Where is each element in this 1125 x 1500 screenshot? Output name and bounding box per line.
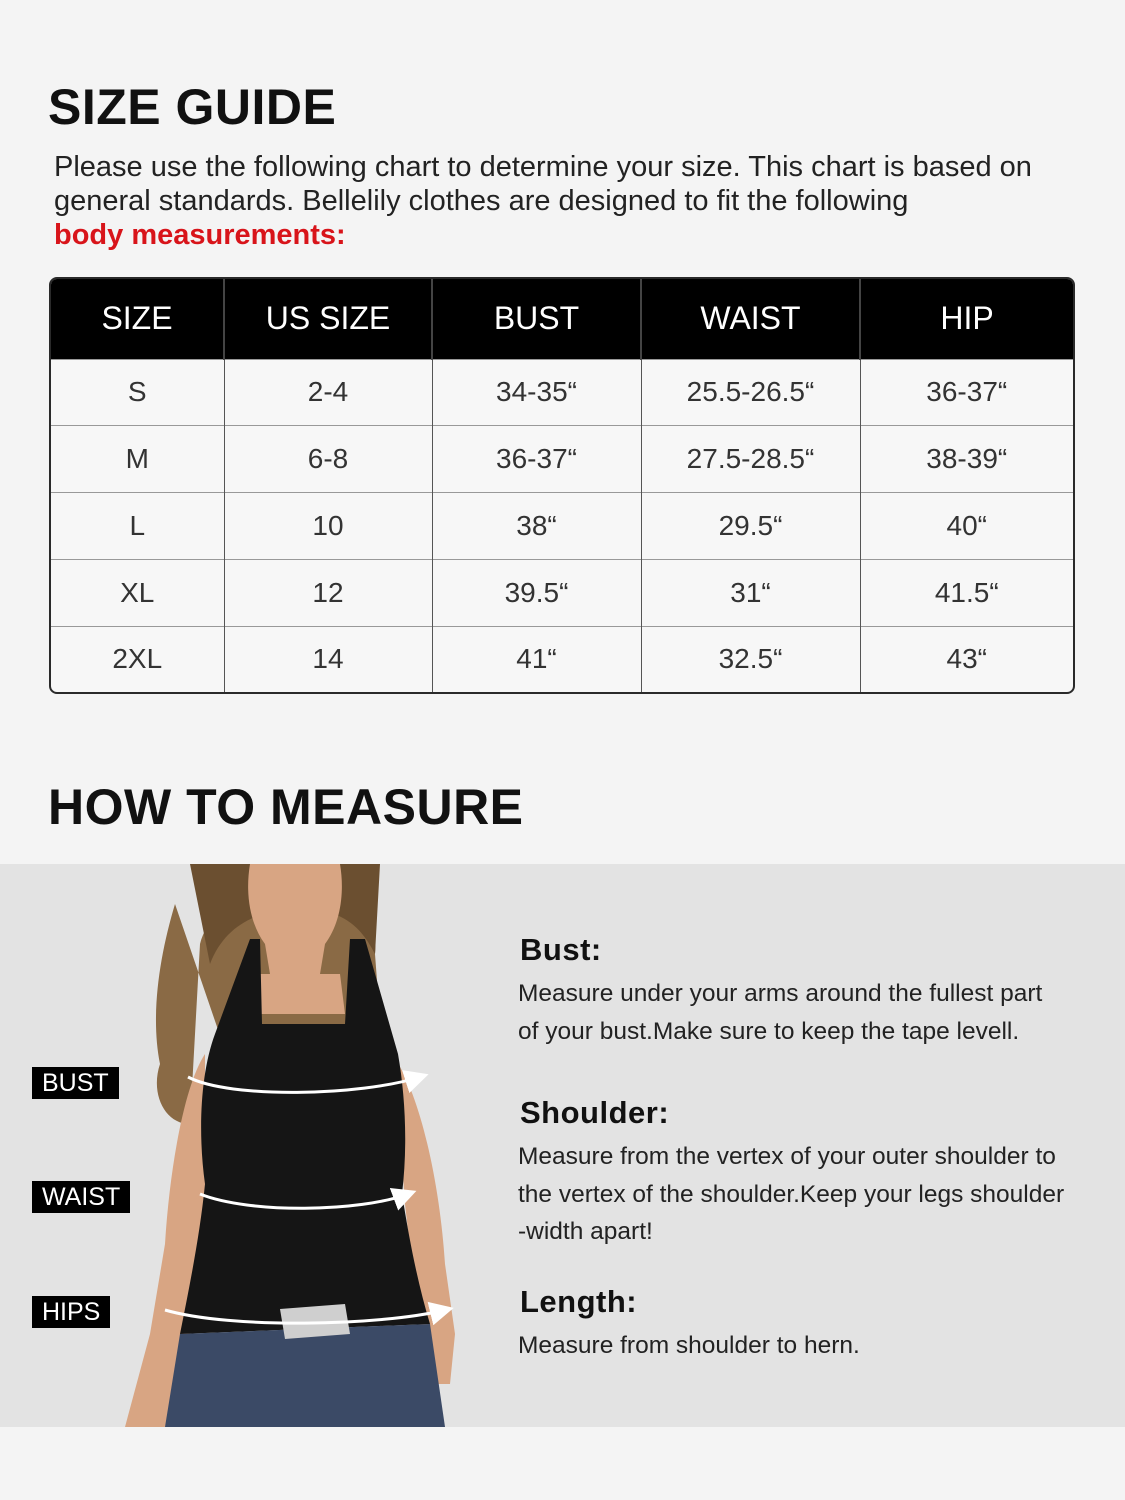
table-row <box>51 426 1073 493</box>
table-cell: 40“ <box>860 493 1073 560</box>
table-cell: 14 <box>224 626 432 692</box>
bust-heading: Bust: <box>520 932 602 967</box>
table-row <box>51 493 1073 560</box>
header-us-size: US SIZE <box>224 279 432 359</box>
measure-panel <box>0 864 1125 1427</box>
table-cell: L <box>51 493 224 560</box>
shoulder-text-line: -width apart! <box>518 1218 653 1245</box>
intro-text: Please use the following chart to determine your size. This chart is based on general standards. Bellelily clothes are designed to fit the following <box>54 151 1032 217</box>
table-cell: 2-4 <box>224 359 432 426</box>
header-hip: HIP <box>860 279 1073 359</box>
model-illustration <box>0 864 500 1427</box>
shoulder-heading: Shoulder: <box>520 1095 670 1130</box>
table-cell: 38“ <box>432 493 641 560</box>
size-guide-intro <box>54 150 1094 252</box>
size-table <box>49 277 1075 694</box>
header-size: SIZE <box>51 279 224 359</box>
size-guide-title: SIZE GUIDE <box>48 79 337 135</box>
intro-highlight: body measurements: <box>54 219 346 251</box>
hips-tag: HIPS <box>32 1296 110 1328</box>
bust-tag: BUST <box>32 1067 119 1099</box>
table-cell: S <box>51 359 224 426</box>
table-cell: 27.5-28.5“ <box>641 426 860 493</box>
header-waist: WAIST <box>641 279 860 359</box>
bust-text-line: Measure under your arms around the fullest part <box>518 980 1043 1007</box>
bust-text-line: of your bust.Make sure to keep the tape levell. <box>518 1018 1020 1045</box>
table-cell: 41“ <box>432 626 641 692</box>
table-row <box>51 359 1073 426</box>
table-cell: 25.5-26.5“ <box>641 359 860 426</box>
table-cell: XL <box>51 559 224 626</box>
table-cell: 6-8 <box>224 426 432 493</box>
table-cell: M <box>51 426 224 493</box>
table-cell: 12 <box>224 559 432 626</box>
table-cell: 31“ <box>641 559 860 626</box>
length-heading: Length: <box>520 1284 638 1319</box>
table-cell: 32.5“ <box>641 626 860 692</box>
table-cell: 41.5“ <box>860 559 1073 626</box>
table-row <box>51 626 1073 692</box>
table-cell: 39.5“ <box>432 559 641 626</box>
shoulder-text-line: Measure from the vertex of your outer shoulder to <box>518 1143 1056 1170</box>
length-text-line: Measure from shoulder to hern. <box>518 1332 860 1359</box>
table-cell: 38-39“ <box>860 426 1073 493</box>
table-row <box>51 559 1073 626</box>
header-bust: BUST <box>432 279 641 359</box>
table-cell: 29.5“ <box>641 493 860 560</box>
table-cell: 36-37“ <box>432 426 641 493</box>
how-to-measure-title: HOW TO MEASURE <box>48 779 524 835</box>
table-cell: 10 <box>224 493 432 560</box>
table-header-row <box>51 279 1073 359</box>
table-cell: 34-35“ <box>432 359 641 426</box>
waist-tag: WAIST <box>32 1181 130 1213</box>
table-cell: 36-37“ <box>860 359 1073 426</box>
table-cell: 2XL <box>51 626 224 692</box>
shoulder-text-line: the vertex of the shoulder.Keep your legs shoulder <box>518 1181 1065 1208</box>
table-cell: 43“ <box>860 626 1073 692</box>
